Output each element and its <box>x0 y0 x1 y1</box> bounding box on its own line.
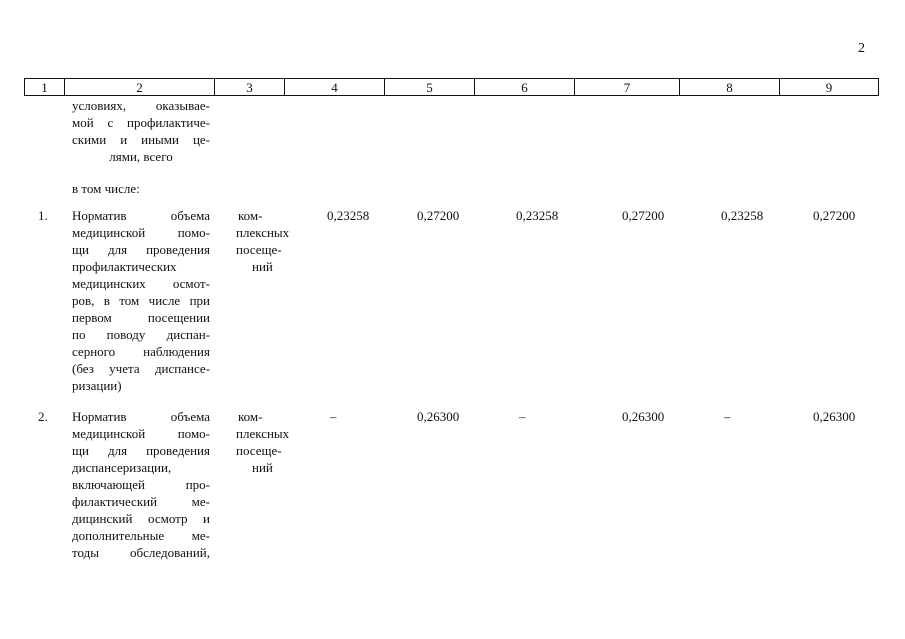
header-cell-4: 4 <box>285 79 385 96</box>
row-name-line: тоды обследований, <box>72 545 210 560</box>
row-value-col9: 0,27200 <box>813 208 856 223</box>
header-cell-5: 5 <box>385 79 475 96</box>
row-unit-line: плексных <box>236 426 290 441</box>
continuation-line: мой с профилактиче- <box>72 115 210 130</box>
row-value-col6: – <box>519 409 526 424</box>
row-name-line: дополнительные ме- <box>72 528 210 543</box>
row-name-line: медицинской помо- <box>72 225 210 240</box>
row-name-line: первом посещении <box>72 310 210 325</box>
row-unit-line: ний <box>252 460 273 475</box>
row-name <box>72 207 210 394</box>
continuation-line: лями, всего <box>109 149 173 164</box>
column-number-header <box>24 78 879 96</box>
row-name-line: щи для проведения <box>72 443 210 458</box>
row-unit-line: ний <box>252 259 273 274</box>
page-number: 2 <box>858 41 865 56</box>
header-cell-8: 8 <box>680 79 780 96</box>
row-name <box>72 408 210 561</box>
row-name-line: ризации) <box>72 378 122 393</box>
header-cell-6: 6 <box>475 79 575 96</box>
row-value-col6: 0,23258 <box>516 208 559 223</box>
continuation-line: условиях, оказывае- <box>72 98 210 113</box>
row-name-line: щи для проведения <box>72 242 210 257</box>
row-unit-line: посеще- <box>236 242 282 257</box>
row-unit <box>236 207 290 275</box>
row-name-line: Норматив объема <box>72 208 210 223</box>
header-cell-1: 1 <box>25 79 65 96</box>
row-name-line: филактический ме- <box>72 494 210 509</box>
row-name-line: серного наблюдения <box>72 344 210 359</box>
row-value-col4: 0,23258 <box>327 208 370 223</box>
row-name-line: по поводу диспан- <box>72 327 210 342</box>
row-value-col7: 0,27200 <box>622 208 665 223</box>
row-value-col5: 0,27200 <box>417 208 460 223</box>
row-name-line: (без учета диспансе- <box>72 361 210 376</box>
row-name-line: профилактических <box>72 259 177 274</box>
subheading: в том числе: <box>72 181 140 196</box>
row-value-col9: 0,26300 <box>813 409 856 424</box>
row-unit <box>236 408 290 476</box>
header-cell-3: 3 <box>215 79 285 96</box>
row-number: 1. <box>38 208 48 223</box>
row-name-line: Норматив объема <box>72 409 210 424</box>
continuation-line: скими и иными це- <box>72 132 210 147</box>
header-cell-2: 2 <box>65 79 215 96</box>
row-value-col8: – <box>724 409 731 424</box>
row-name-line: медицинской помо- <box>72 426 210 441</box>
header-cell-9: 9 <box>780 79 879 96</box>
row-value-col5: 0,26300 <box>417 409 460 424</box>
row-name-line: дицинский осмотр и <box>72 511 210 526</box>
row-value-col8: 0,23258 <box>721 208 764 223</box>
header-cell-7: 7 <box>575 79 680 96</box>
row-unit-line: плексных <box>236 225 290 240</box>
row-unit-line: ком- <box>238 409 263 424</box>
row-unit-line: ком- <box>238 208 263 223</box>
row-number: 2. <box>38 409 48 424</box>
row-name-line: включающей про- <box>72 477 210 492</box>
continuation-text <box>72 97 210 165</box>
row-value-col7: 0,26300 <box>622 409 665 424</box>
row-name-line: диспансеризации, <box>72 460 172 475</box>
row-value-col4: – <box>330 409 337 424</box>
row-name-line: ров, в том числе при <box>72 293 210 308</box>
row-unit-line: посеще- <box>236 443 282 458</box>
row-name-line: медицинских осмот- <box>72 276 210 291</box>
